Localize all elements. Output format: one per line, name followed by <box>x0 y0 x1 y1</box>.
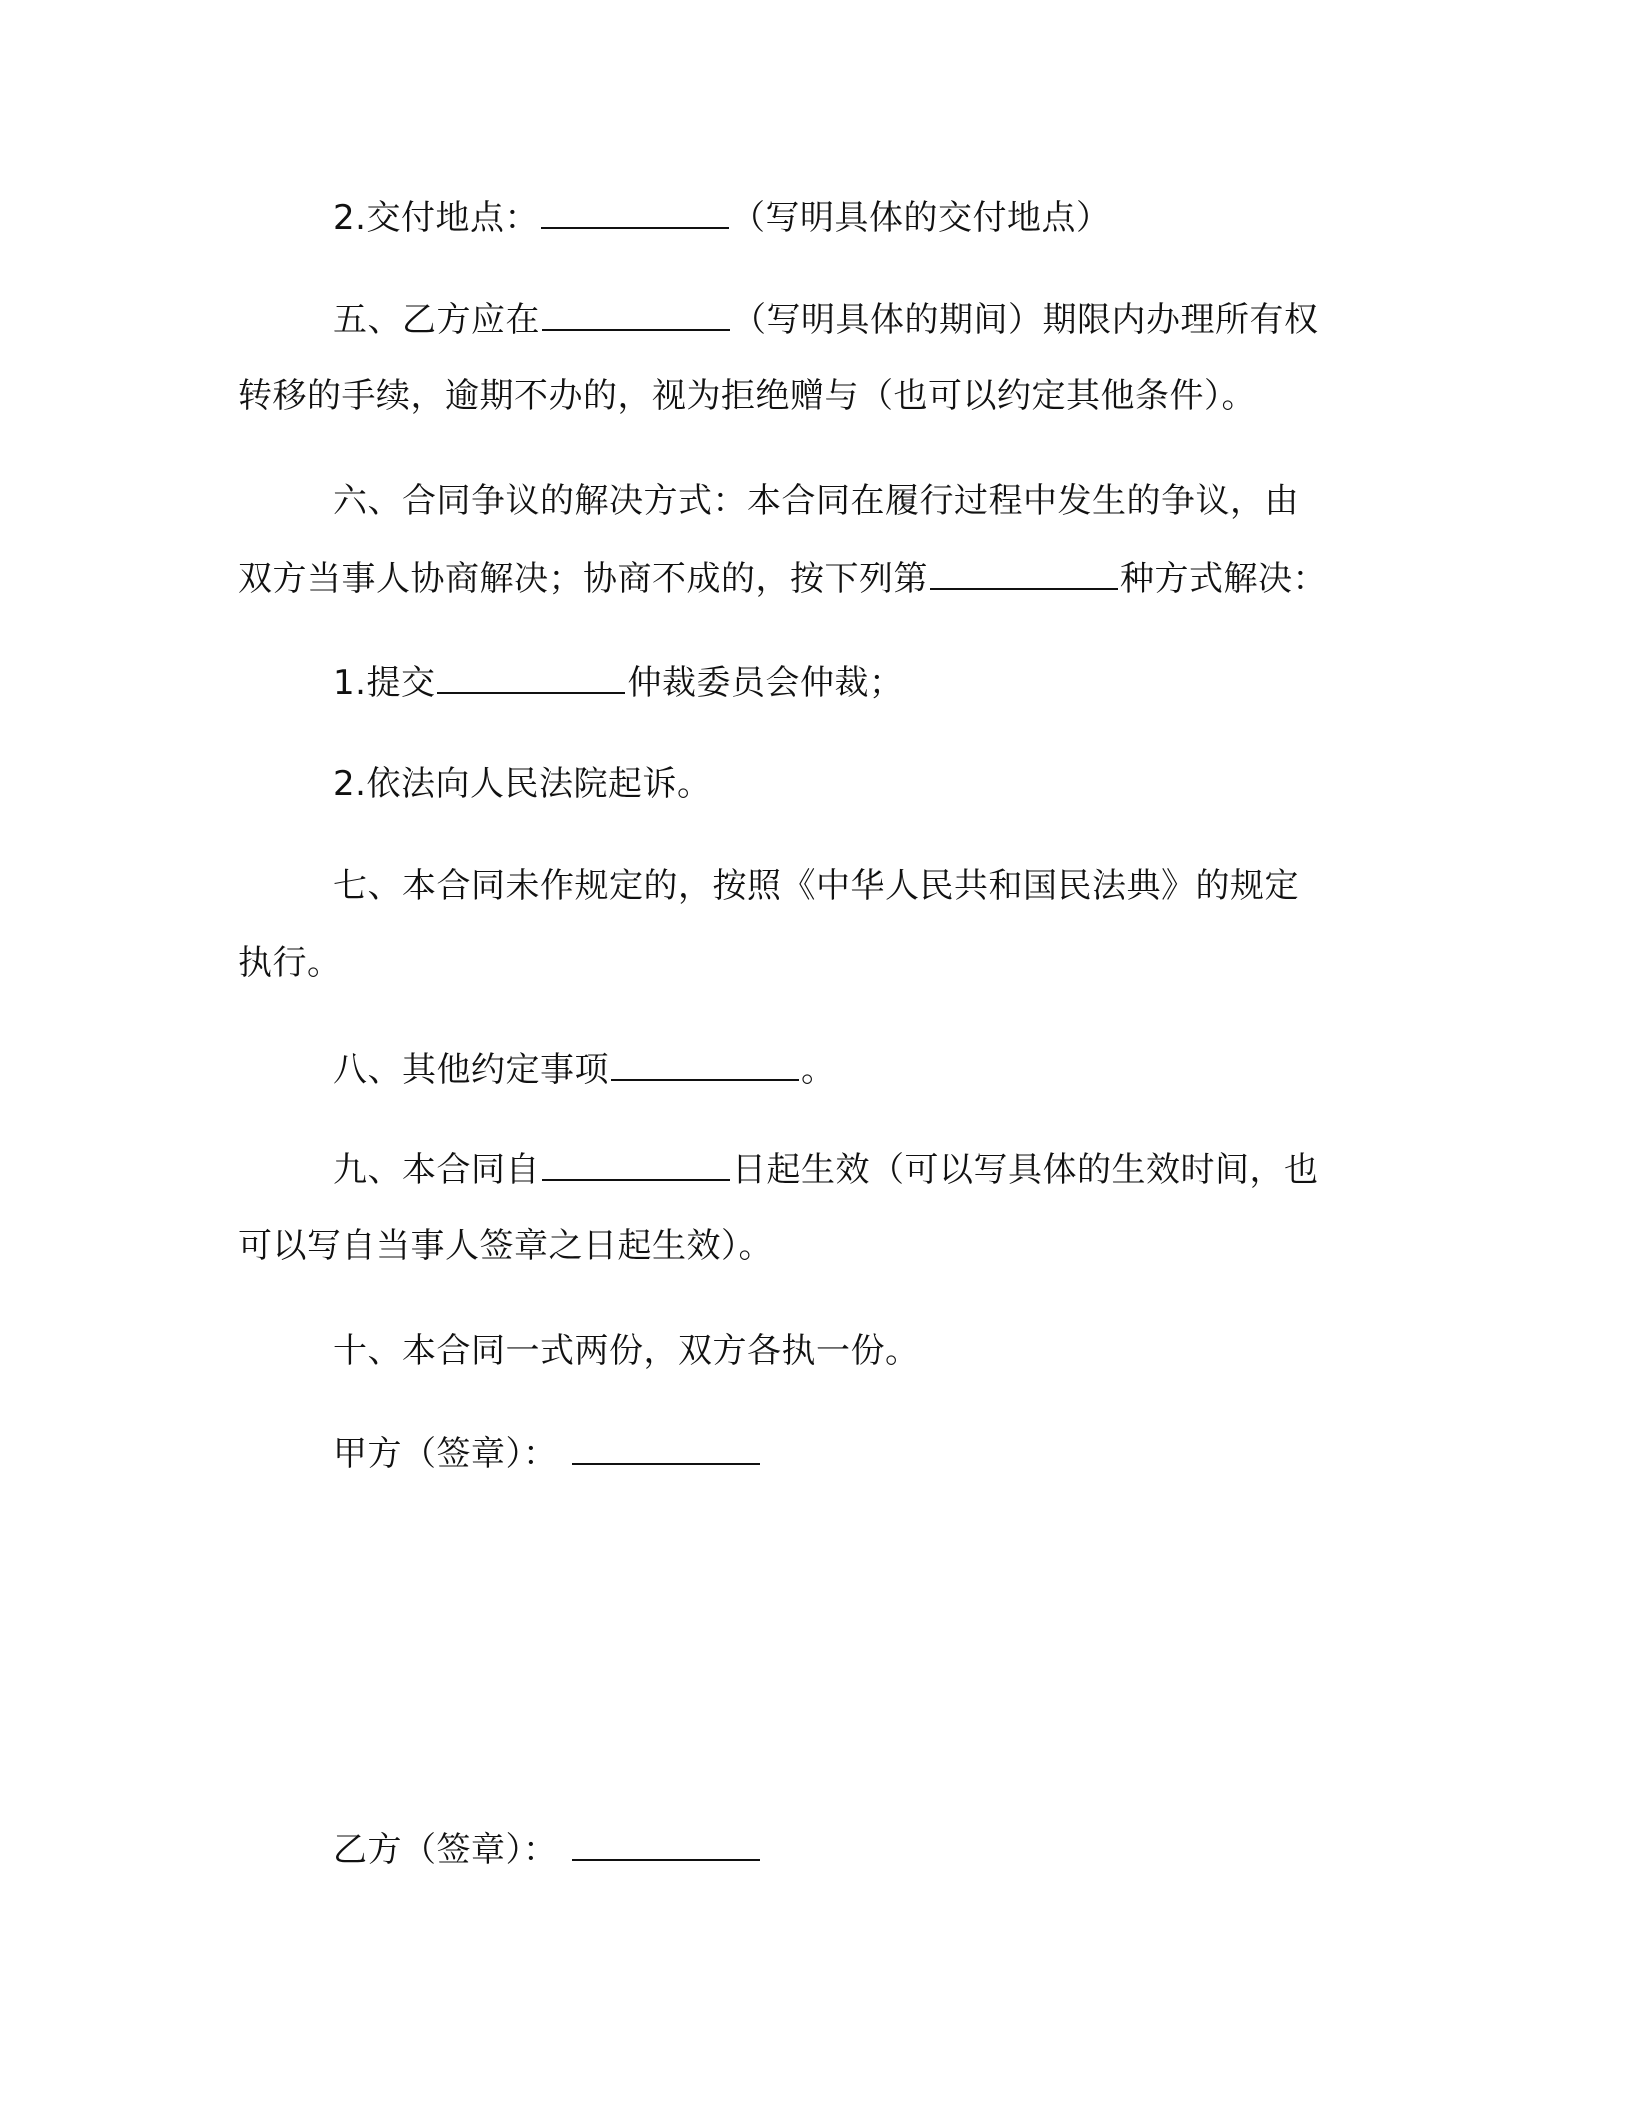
court-option-line: 2.依法向人民法院起诉。 <box>333 764 712 804</box>
party-a-signature-line <box>333 1433 762 1474</box>
clause-five-text-a: 五、乙方应在 <box>333 300 540 340</box>
clause-ten-line: 十、本合同一式两份，双方各执一份。 <box>333 1331 920 1371</box>
party-a-signature-label: 甲方（签章）： <box>333 1434 558 1474</box>
party-b-signature-blank <box>572 1829 760 1861</box>
clause-seven-line-2: 执行。 <box>238 943 342 983</box>
clause-eight-text-a: 八、其他约定事项 <box>333 1050 609 1090</box>
clause-seven-line-1: 七、本合同未作规定的，按照《中华人民共和国民法典》的规定 <box>333 866 1299 906</box>
blank-line <box>541 197 729 229</box>
party-b-signature-label: 乙方（签章）： <box>333 1830 558 1870</box>
clause-five-line-2: 转移的手续，逾期不办的，视为拒绝赠与（也可以约定其他条件）。 <box>238 376 1256 416</box>
party-b-signature-line <box>333 1829 762 1870</box>
blank-line <box>930 558 1118 590</box>
blank-line <box>542 299 730 331</box>
delivery-location-note: （写明具体的交付地点） <box>730 198 1111 238</box>
clause-nine-line-2: 可以写自当事人签章之日起生效）。 <box>238 1226 773 1266</box>
clause-nine-text-a: 九、本合同自 <box>333 1150 540 1190</box>
delivery-location-label: 2.交付地点： <box>333 198 539 238</box>
blank-line <box>542 1149 730 1181</box>
clause-six-line-1: 六、合同争议的解决方式：本合同在履行过程中发生的争议，由 <box>333 481 1299 521</box>
clause-nine-line-1 <box>333 1149 1319 1190</box>
blank-line <box>611 1049 799 1081</box>
clause-six-text-b: 种方式解决： <box>1120 559 1327 599</box>
clause-five-text-b: （写明具体的期间）期限内办理所有权 <box>732 300 1319 340</box>
arbitration-option-text-a: 1.提交 <box>333 663 436 703</box>
clause-nine-text-b: 日起生效（可以写具体的生效时间，也 <box>732 1150 1319 1190</box>
arbitration-option-text-b: 仲裁委员会仲裁； <box>627 663 904 703</box>
party-a-signature-blank <box>572 1433 760 1465</box>
clause-eight-line <box>333 1049 836 1090</box>
delivery-location-line <box>333 197 1110 238</box>
clause-five-line-1 <box>333 299 1319 340</box>
clause-six-text-a: 双方当事人协商解决；协商不成的，按下列第 <box>238 559 928 599</box>
clause-eight-text-b: 。 <box>801 1050 836 1090</box>
clause-six-line-2 <box>238 558 1327 599</box>
blank-line <box>437 662 625 694</box>
arbitration-option-line <box>333 662 903 703</box>
